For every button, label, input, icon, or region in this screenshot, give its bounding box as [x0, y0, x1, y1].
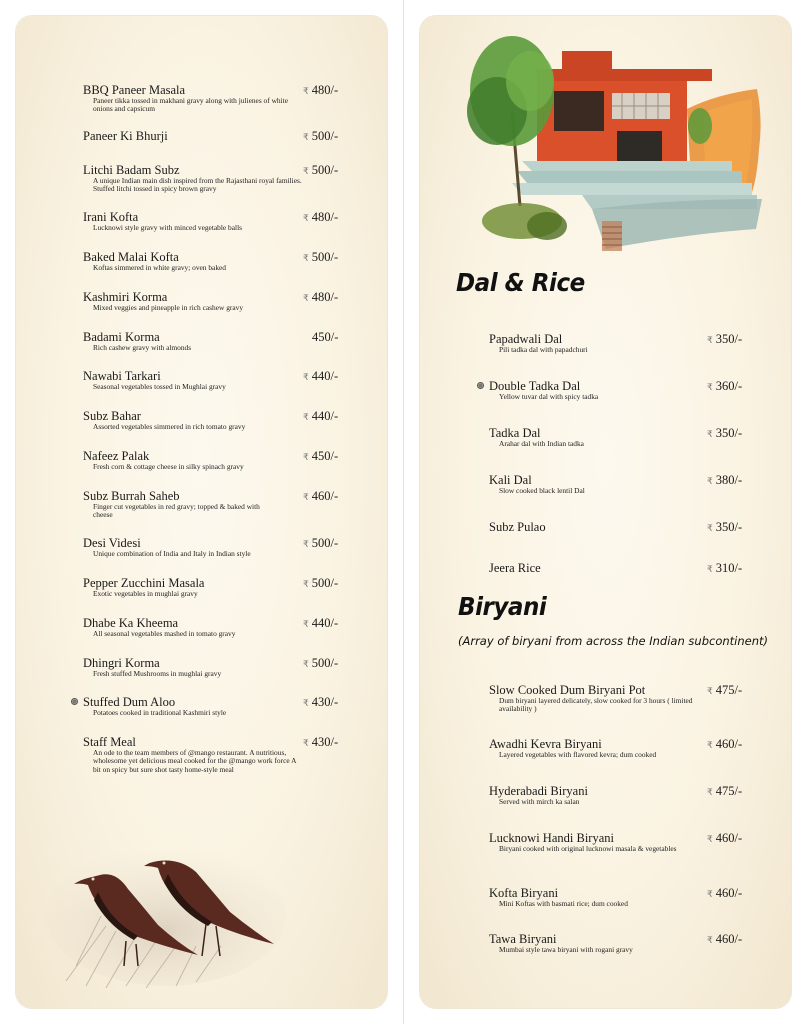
item-price: ₹ 350/-	[707, 426, 743, 440]
menu-item	[83, 617, 308, 638]
item-desc: Layered vegetables with flavored kevra; dum cooked	[499, 750, 657, 759]
item-name: Pepper Zucchini Masala	[83, 576, 205, 590]
item-name: Papadwali Dal	[489, 332, 563, 346]
menu-item	[83, 410, 308, 431]
menu-item	[83, 370, 308, 391]
menu-item	[83, 251, 308, 272]
item-desc: Koftas simmered in white gravy; oven baked	[93, 263, 226, 272]
rupee-icon: ₹	[303, 698, 309, 708]
item-price: ₹ 460/-	[707, 737, 743, 751]
rupee-icon: ₹	[707, 740, 713, 750]
rupee-icon: ₹	[707, 476, 713, 486]
item-price: ₹ 480/-	[303, 210, 339, 224]
item-name: Baked Malai Kofta	[83, 250, 179, 264]
rupee-icon: ₹	[303, 166, 309, 176]
rupee-icon: ₹	[707, 382, 713, 392]
rupee-icon: ₹	[303, 452, 309, 462]
item-name: Desi Videsi	[83, 536, 141, 550]
item-price: ₹ 350/-	[707, 520, 743, 534]
item-price: ₹ 430/-	[303, 695, 339, 709]
item-price: ₹ 450/-	[303, 449, 339, 463]
item-name: Paneer Ki Bhurji	[83, 129, 168, 143]
rupee-icon: ₹	[303, 539, 309, 549]
item-desc: An ode to the team members of @mango restaurant. A nutritious, wholesome yet delicious meal cooked for the @mango work force A bit on spicy but sure shot tasty home-style meal	[93, 748, 297, 774]
item-desc: Finger cut vegetables in red gravy; topped & baked with cheese	[93, 502, 260, 520]
item-name: Jeera Rice	[489, 561, 541, 575]
item-name: Slow Cooked Dum Biryani Pot	[489, 683, 646, 697]
item-desc: Served with mirch ka salan	[499, 797, 580, 806]
menu-item	[489, 933, 714, 954]
menu-item	[489, 380, 714, 401]
item-price: ₹ 500/-	[303, 250, 339, 264]
rupee-icon: ₹	[303, 738, 309, 748]
item-name: Badami Korma	[83, 330, 160, 344]
item-name: Lucknowi Handi Biryani	[489, 831, 614, 845]
menu-item	[83, 211, 308, 232]
menu-item	[489, 785, 714, 806]
menu-item	[83, 736, 305, 774]
item-desc: Exotic vegetables in mughlai gravy	[93, 589, 198, 598]
item-price: ₹ 475/-	[707, 683, 743, 697]
menu-item	[489, 474, 714, 495]
menu-item	[83, 450, 308, 471]
item-desc: Potatoes cooked in traditional Kashmiri style	[93, 708, 227, 717]
item-price: ₹ 460/-	[707, 831, 743, 845]
item-price: ₹ 500/-	[303, 129, 339, 143]
rupee-icon: ₹	[303, 293, 309, 303]
rupee-icon: ₹	[303, 86, 309, 96]
item-price: ₹ 440/-	[303, 409, 339, 423]
item-price: ₹ 360/-	[707, 379, 743, 393]
item-desc: Slow cooked black lentil Dal	[499, 486, 585, 495]
item-desc: Mixed veggies and pineapple in rich cashew gravy	[93, 303, 244, 312]
page-divider	[403, 0, 404, 1024]
item-desc: Rich cashew gravy with almonds	[93, 343, 192, 352]
menu-item	[489, 832, 684, 853]
menu-item	[83, 696, 308, 717]
rupee-icon: ₹	[707, 686, 713, 696]
item-name: Subz Burrah Saheb	[83, 489, 180, 503]
rupee-icon: ₹	[707, 564, 713, 574]
menu-item	[489, 521, 546, 534]
rupee-icon: ₹	[303, 492, 309, 502]
item-name: Dhingri Korma	[83, 656, 160, 670]
item-name: Double Tadka Dal	[489, 379, 581, 393]
rupee-icon: ₹	[303, 253, 309, 263]
menu-item	[489, 562, 541, 575]
section-subtitle: (Array of biryani from across the Indian subcontinent)	[458, 634, 768, 648]
item-price: ₹ 430/-	[303, 735, 339, 749]
item-desc: Fresh stuffed Mushrooms in mughlai gravy	[93, 669, 222, 678]
item-price: ₹ 475/-	[707, 784, 743, 798]
item-price: ₹ 460/-	[707, 886, 743, 900]
item-desc: Fresh corn & cottage cheese in silky spinach gravy	[93, 462, 244, 471]
item-name: Nawabi Tarkari	[83, 369, 161, 383]
item-price: ₹ 440/-	[303, 616, 339, 630]
menu-item	[489, 427, 714, 448]
rupee-icon: ₹	[707, 523, 713, 533]
menu-item	[83, 130, 168, 143]
item-desc: Seasonal vegetables tossed in Mughlai gravy	[93, 382, 226, 391]
item-price: ₹ 380/-	[707, 473, 743, 487]
menu-item	[83, 490, 273, 520]
item-desc: Biryani cooked with original lucknowi masala & vegetables	[499, 844, 677, 853]
item-desc: A unique Indian main dish inspired from the Rajasthani royal families. Stuffed litchi tossed in spicy brown gravy	[93, 176, 302, 194]
item-name: Awadhi Kevra Biryani	[489, 737, 602, 751]
item-price: ₹ 460/-	[303, 489, 339, 503]
menu-item	[489, 333, 714, 354]
item-desc: Mumbai style tawa biryani with rogani gravy	[499, 945, 633, 954]
item-desc: Dum biryani layered delicately, slow cooked for 3 hours ( limited availability )	[499, 696, 693, 714]
item-price: ₹ 500/-	[303, 656, 339, 670]
item-name: Tawa Biryani	[489, 932, 557, 946]
rupee-icon: ₹	[707, 787, 713, 797]
item-desc: Pili tadka dal with papadchuri	[499, 345, 588, 354]
item-desc: Assorted vegetables simmered in rich tomato gravy	[93, 422, 246, 431]
menu-item	[83, 657, 308, 678]
item-name: Staff Meal	[83, 735, 136, 749]
item-name: Hyderabadi Biryani	[489, 784, 588, 798]
menu-page-right	[420, 16, 791, 1008]
item-desc: Arahar dal with Indian tadka	[499, 439, 584, 448]
item-price: ₹ 440/-	[303, 369, 339, 383]
rupee-icon: ₹	[303, 132, 309, 142]
rupee-icon: ₹	[303, 579, 309, 589]
item-name: Nafeez Palak	[83, 449, 150, 463]
item-desc: Lucknowi style gravy with minced vegetable balls	[93, 223, 243, 232]
item-name: Tadka Dal	[489, 426, 541, 440]
rupee-icon: ₹	[707, 429, 713, 439]
item-desc: All seasonal vegetables mashed in tomato gravy	[93, 629, 236, 638]
item-price: ₹ 350/-	[707, 332, 743, 346]
item-name: Kali Dal	[489, 473, 532, 487]
item-desc: Unique combination of India and Italy in Indian style	[93, 549, 251, 558]
specialty-icon	[477, 382, 484, 389]
menu-item	[83, 537, 308, 558]
item-name: Dhabe Ka Kheema	[83, 616, 179, 630]
item-price: ₹ 460/-	[707, 932, 743, 946]
rupee-icon: ₹	[303, 659, 309, 669]
item-name: Kofta Biryani	[489, 886, 559, 900]
rupee-icon: ₹	[707, 935, 713, 945]
rupee-icon: ₹	[303, 619, 309, 629]
item-price: ₹ 310/-	[707, 561, 743, 575]
item-price: ₹ 480/-	[303, 290, 339, 304]
menu-item	[83, 331, 308, 352]
item-desc: Yellow tuvar dal with spicy tadka	[499, 392, 599, 401]
house-illustration	[442, 21, 777, 251]
item-name: Irani Kofta	[83, 210, 139, 224]
item-price: ₹ 480/-	[303, 83, 339, 97]
menu-item	[83, 291, 308, 312]
menu-item	[489, 684, 714, 714]
item-name: Kashmiri Korma	[83, 290, 168, 304]
menu-item	[83, 84, 308, 114]
menu-item	[83, 577, 308, 598]
section-title: Biryani	[458, 592, 547, 621]
menu-item	[489, 738, 714, 759]
item-price: ₹ 500/-	[303, 576, 339, 590]
item-name: Subz Pulao	[489, 520, 546, 534]
rupee-icon: ₹	[707, 335, 713, 345]
item-price: ₹ 500/-	[303, 536, 339, 550]
item-name: BBQ Paneer Masala	[83, 83, 186, 97]
specialty-icon	[71, 698, 78, 705]
menu-item	[83, 164, 308, 194]
menu-page-left	[16, 16, 387, 1008]
birds-illustration	[46, 806, 306, 996]
item-desc: Mini Koftas with basmati rice; dum cooked	[499, 899, 628, 908]
rupee-icon: ₹	[707, 834, 713, 844]
item-price: 450/-	[312, 330, 339, 344]
item-name: Stuffed Dum Aloo	[83, 695, 176, 709]
item-price: ₹ 500/-	[303, 163, 339, 177]
rupee-icon: ₹	[303, 412, 309, 422]
rupee-icon: ₹	[303, 213, 309, 223]
item-name: Litchi Badam Subz	[83, 163, 180, 177]
item-desc: Paneer tikka tossed in makhani gravy along with julienes of white onions and capsicum	[93, 96, 288, 114]
rupee-icon: ₹	[303, 372, 309, 382]
section-title: Dal & Rice	[456, 268, 585, 297]
item-name: Subz Bahar	[83, 409, 141, 423]
menu-item	[489, 887, 714, 908]
rupee-icon: ₹	[707, 889, 713, 899]
